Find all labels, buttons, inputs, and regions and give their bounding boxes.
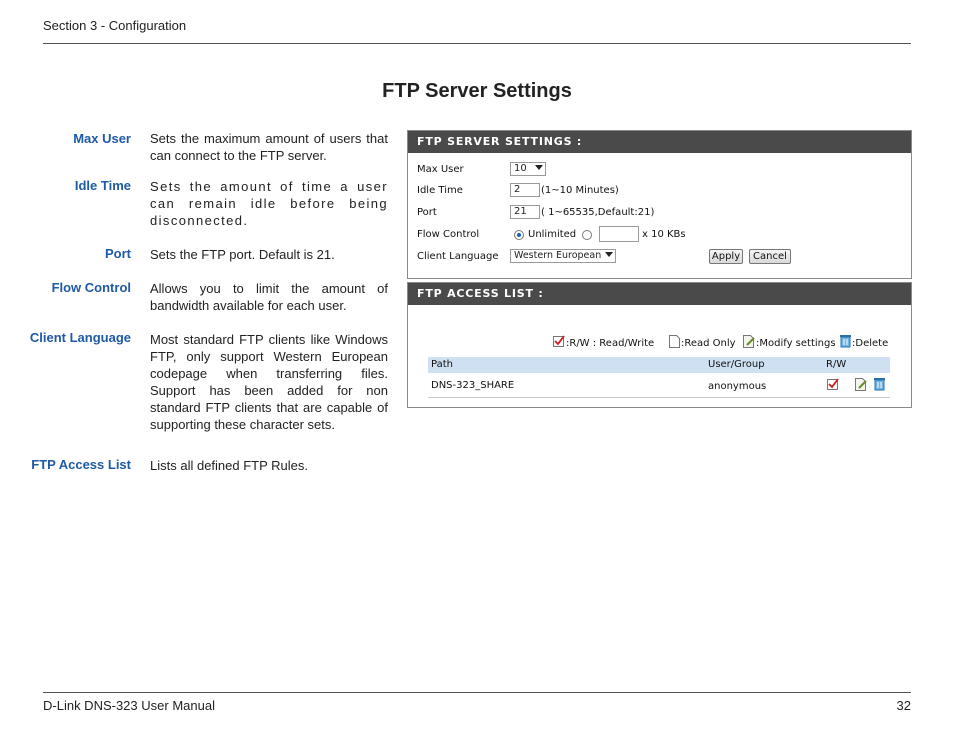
client-language-label: Client Language [417,251,499,262]
column-path: Path [431,359,453,370]
ftp-access-list-panel [407,282,912,408]
checkbox-checked-icon [553,335,564,348]
row-rw-checkbox[interactable] [827,378,839,396]
term-client-language: Client Language [29,330,131,345]
row-path: DNS-323_SHARE [431,380,515,391]
legend-rw-label: :R/W : Read/Write [566,338,655,349]
client-language-value: Western European [514,250,602,261]
chevron-down-icon [535,165,543,170]
port-hint: ( 1~65535,Default:21) [541,207,655,218]
port-label: Port [417,207,437,218]
term-max-user: Max User [73,131,131,146]
column-user-group: User/Group [708,359,765,370]
access-legend [553,335,913,351]
term-port: Port [105,246,131,261]
term-ftp-access-list: FTP Access List [31,457,131,472]
header-divider [43,43,911,44]
term-idle-time: Idle Time [74,178,131,193]
max-user-select[interactable] [510,162,546,176]
ftp-server-settings-panel [407,130,912,279]
table-row [428,375,890,398]
edit-icon [743,335,754,348]
section-header: Section 3 - Configuration [43,18,187,33]
max-user-label: Max User [417,164,464,175]
idle-time-input[interactable]: 2 [510,183,540,197]
client-language-select[interactable] [510,249,616,263]
flow-unlimited-label: Unlimited [528,229,577,240]
legend-delete-label: :Delete [852,338,889,349]
row-trash-icon[interactable] [874,377,885,396]
document-icon [669,335,680,348]
trash-icon [840,334,851,347]
legend-modify-label: :Modify settings [756,338,836,349]
apply-button[interactable]: Apply [709,249,743,264]
idle-time-label: Idle Time [417,185,463,196]
desc-max-user: Sets the maximum amount of users that can connect to the FTP server. [150,131,388,163]
chevron-down-icon [605,252,613,257]
desc-port: Sets the FTP port. Default is 21. [150,247,335,262]
row-user: anonymous [708,381,767,392]
desc-flow-control: Allows you to limit the amount of bandwidth available for each user. [150,281,388,313]
flow-control-label: Flow Control [417,229,480,240]
row-edit-icon[interactable] [855,378,868,396]
server-settings-bar: FTP SERVER SETTINGS : [408,131,911,153]
desc-idle-time: Sets the amount of time a user can remain idle before being disconnected. [150,179,388,228]
access-list-bar: FTP ACCESS LIST : [408,283,911,305]
legend-ro-label: :Read Only [681,338,736,349]
port-input[interactable]: 21 [510,205,540,219]
desc-ftp-access-list: Lists all defined FTP Rules. [150,458,308,473]
idle-time-hint: (1~10 Minutes) [541,185,619,196]
footer-divider [43,692,911,693]
access-table-header [428,357,890,373]
flow-limit-radio[interactable] [582,230,592,240]
flow-unit-label: x 10 KBs [642,229,686,240]
desc-client-language: Most standard FTP clients like Windows FTP, only support Western European codepage when transferring files. Support has been added for non standard FTP clients that are capable of supporting these character sets. [150,332,388,432]
flow-limit-input[interactable] [599,226,639,242]
column-rw: R/W [826,359,847,370]
cancel-button[interactable]: Cancel [749,249,791,264]
footer-manual: D-Link DNS-323 User Manual [43,698,215,713]
term-flow-control: Flow Control [51,280,131,295]
page-number: 32 [896,698,911,713]
page-title: FTP Server Settings [382,80,572,102]
flow-unlimited-radio[interactable] [514,230,524,240]
max-user-value: 10 [514,163,527,174]
